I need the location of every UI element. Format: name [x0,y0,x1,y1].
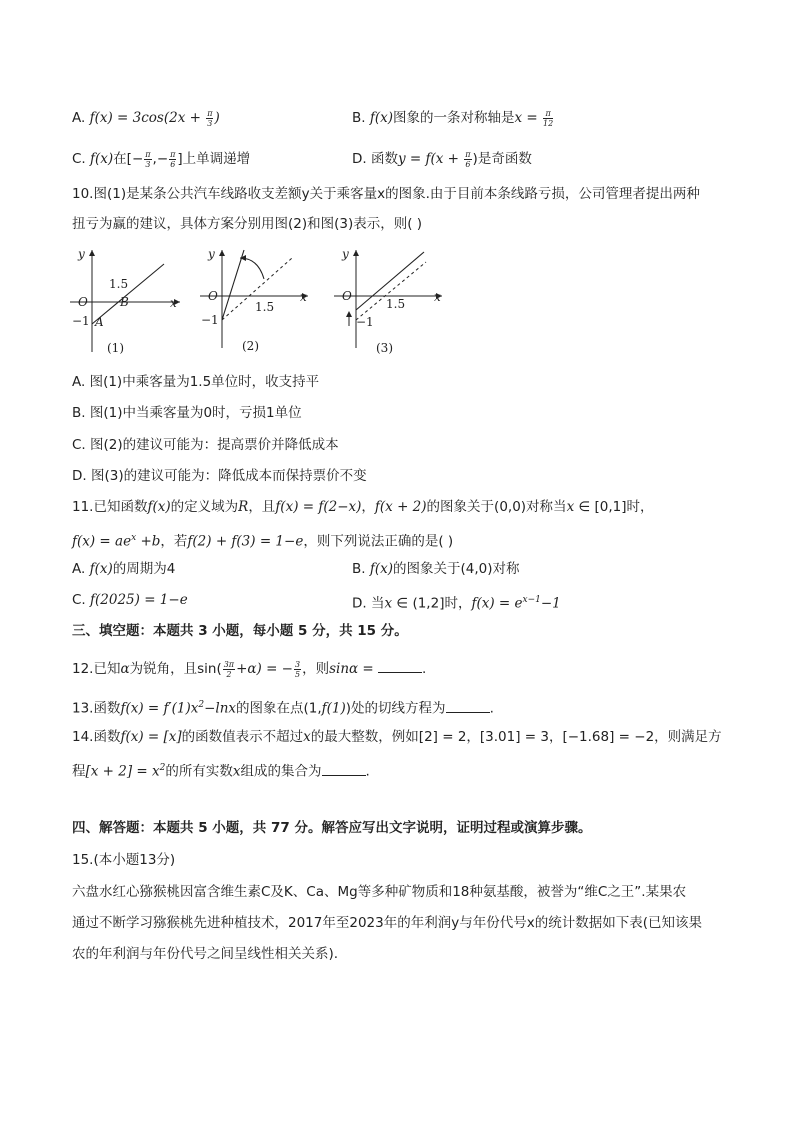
frac-den: 5 [294,669,301,679]
math-expr: f(x) [147,499,171,515]
math-expr: x [384,595,393,612]
math-sup: 2 [198,700,205,710]
stem-text: 的函数值表示不超过 [181,729,304,745]
q10-stem-line1: 10.图(1)是某条公共汽车线路收支差额y关于乘客量x的图象.由于目前本条线路亏损，公司管理者提出两种 [72,186,700,202]
math-expr: f(x) [89,110,113,126]
math-expr: f(2) + f(3) = 1−e [187,533,304,550]
answer-blank [322,761,366,776]
math-expr: f(2025) = 1−e [90,592,188,608]
frac-den: 12 [543,118,554,128]
math-expr: x [303,729,311,745]
q10-option-c: C. 图(2)的建议可能为：提高票价并降低成本 [72,437,339,453]
math-expr: [x + 2] = x [85,763,160,780]
fig1-neg-label: −1 [72,314,90,328]
option-text: 在[− [113,151,144,167]
option-label: A. [72,561,86,577]
math-expr: α [120,661,130,677]
math-expr: R [238,499,249,515]
stem-text: 程 [72,763,86,780]
math-expr: f(x) = [x] [120,729,182,745]
fraction [294,660,301,679]
fig2-neg-label: −1 [201,313,219,327]
math-expr: f(x) [369,561,394,577]
figure-3 [330,244,450,356]
frac-num: 3 [294,659,301,669]
option-text: 的图象关于(4,0)对称 [393,561,520,577]
math-expr: sin( [197,661,222,677]
option-label: D. [352,595,367,612]
stem-text: 的图象在点(1, [236,700,322,717]
section-4-heading: 四、解答题：本题共 5 小题，共 77 分。解答应写出文字说明，证明过程或演算步骤。 [72,820,592,836]
figure-2 [196,244,316,356]
stem-text: )处的切线方程为 [345,700,446,717]
fig1-origin-label: O [78,295,88,309]
fig1-x-label: x [170,296,177,310]
fig1-point-a: A [95,315,104,329]
frac-num: 3π [223,659,235,669]
math-expr: = 3cos(2x + [112,110,206,126]
stem-text: 为锐角，且 [129,661,198,677]
stem-text: . [365,763,370,780]
frac-den: 6 [465,159,471,169]
q15-title: 15.(本小题13分) [72,852,176,868]
q11-option-a [72,559,175,579]
fig1-y-label: y [78,247,85,261]
stem-text: 的最大整数，例如[2] = 2，[3.01] = 3，[−1.68] = −2，则满足方 [310,729,722,745]
q14-stem-line1 [72,727,722,747]
option-label: C. [72,151,86,167]
fig3-y-label: y [342,247,349,261]
fig2-x-label: x [300,290,307,304]
option-label: D. [352,151,367,167]
q14-stem-line2 [72,758,370,782]
math-expr: +b [136,533,161,550]
fraction [543,109,553,128]
option-label: C. [72,592,86,608]
math-expr: f(x + 2) [374,499,427,515]
fig3-neg-label: −1 [356,315,374,329]
q11-option-d [352,590,561,614]
q15-line3: 农的年利润与年份代号之间呈线性相关关系). [72,946,339,962]
fig3-x-label: x [434,290,441,304]
math-expr: f(x) = f′(1)x [120,700,199,717]
answer-blank [378,658,422,673]
frac-num: π [465,149,471,159]
q11-stem-line1 [72,497,654,517]
q11-option-b [352,559,520,579]
q11-option-c [72,590,188,610]
fig1-caption: (1) [107,341,124,355]
math-expr: −lnx [204,700,236,717]
stem-text: 的定义域为 [170,499,239,515]
q11-stem-line2 [72,528,453,552]
option-label: B. [352,561,366,577]
option-text: 的周期为4 [112,561,176,577]
stem-text: . [422,661,427,677]
math-expr: f(x) = ae [72,533,132,550]
frac-den: 2 [226,669,232,679]
frac-num: π [543,109,553,119]
frac-num: π [145,149,151,159]
math-expr: = [358,661,379,677]
math-expr: f(x) = e [471,595,523,612]
fig2-value-label: 1.5 [255,300,275,314]
q12-stem [72,658,426,679]
math-expr: f(x) = f(2−x) [275,499,362,515]
option-text: )是奇函数 [472,151,532,167]
math-expr: f(1) [321,700,346,717]
q10-option-a: A. 图(1)中乘客量为1.5单位时，收支持平 [72,374,320,390]
fraction [464,150,471,169]
fraction [144,150,151,169]
option-text: ,− [152,151,169,167]
fig2-caption: (2) [242,339,259,353]
fig1-point-b: B [120,295,129,309]
option-text: ]上单调递增 [177,151,251,167]
math-sup: x−1 [522,595,541,605]
fig3-value-label: 1.5 [386,297,406,311]
math-expr: f(x) [89,561,113,577]
q9-option-d [352,149,532,169]
q10-option-d: D. 图(3)的建议可能为：降低成本而保持票价不变 [72,468,367,484]
q9-option-c [72,149,250,169]
stem-text: ，若 [160,533,188,550]
option-label: B. [352,110,366,126]
q13-stem [72,695,494,719]
section-3-heading: 三、填空题：本题共 3 小题，每小题 5 分，共 15 分。 [72,623,408,639]
math-expr: f(x) [90,151,114,167]
stem-text: 14.函数 [72,729,121,745]
math-expr: +α) = − [236,661,293,677]
option-label: A. [72,110,86,126]
option-text: 函数 [370,151,398,167]
stem-text: ∈ [0,1]时， [574,499,654,515]
option-text: ∈ (1,2]时， [392,595,472,612]
math-expr: y = f(x + [397,151,464,167]
fraction [206,109,213,128]
fraction [169,150,176,169]
math-expr: f(x) [369,110,394,126]
figure-1 [66,244,186,356]
math-expr: x = [514,110,543,126]
option-text: 当 [370,595,385,612]
fig3-origin-label: O [342,289,352,303]
q9-option-b [352,108,554,128]
stem-text: 的图象关于(0,0)对称当 [426,499,567,515]
q10-option-b: B. 图(1)中当乘客量为0时，亏损1单位 [72,405,302,421]
math-expr: x [566,499,575,515]
stem-text: 11.已知函数 [72,499,148,515]
fig2-origin-label: O [208,289,218,303]
frac-num: π [170,149,176,159]
fig1-value-label: 1.5 [109,277,129,291]
fig3-caption: (3) [376,341,393,355]
stem-text: 的所有实数 [165,763,233,780]
q15-line1: 六盘水红心猕猴桃因富含维生素C及K、Ca、Mg等多种矿物质和18种氨基酸，被誉为“维C之王”.某果农 [72,884,687,900]
math-expr: ) [214,110,220,126]
stem-text: ，且 [248,499,276,515]
stem-text: ，则 [302,661,330,677]
frac-den: 3 [207,118,213,128]
stem-text: 12.已知 [72,661,121,677]
stem-text: ，则下列说法正确的是( ) [303,533,454,550]
math-expr: −1 [540,595,561,612]
frac-den: 3 [145,159,151,169]
option-text: 图象的一条对称轴是 [393,110,515,126]
fig2-y-label: y [208,247,215,261]
math-expr: sinα [329,661,359,677]
math-expr: x [232,763,241,780]
stem-text: 组成的集合为 [240,763,322,780]
math-sup: x [131,533,137,543]
answer-blank [446,698,490,713]
stem-text: 13.函数 [72,700,121,717]
q15-line2: 通过不断学习猕猴桃先进种植技术，2017年至2023年的年利润y与年份代号x的统计数据如下表(已知该果 [72,915,702,931]
math-sup: 2 [159,763,166,773]
q9-option-a [72,108,220,128]
fraction [223,660,235,679]
frac-num: π [207,108,213,118]
stem-text: . [489,700,494,717]
frac-den: 6 [170,159,176,169]
q10-stem-line2: 扭亏为赢的建议，具体方案分别用图(2)和图(3)表示，则( ) [72,216,423,232]
stem-text: ， [361,499,375,515]
